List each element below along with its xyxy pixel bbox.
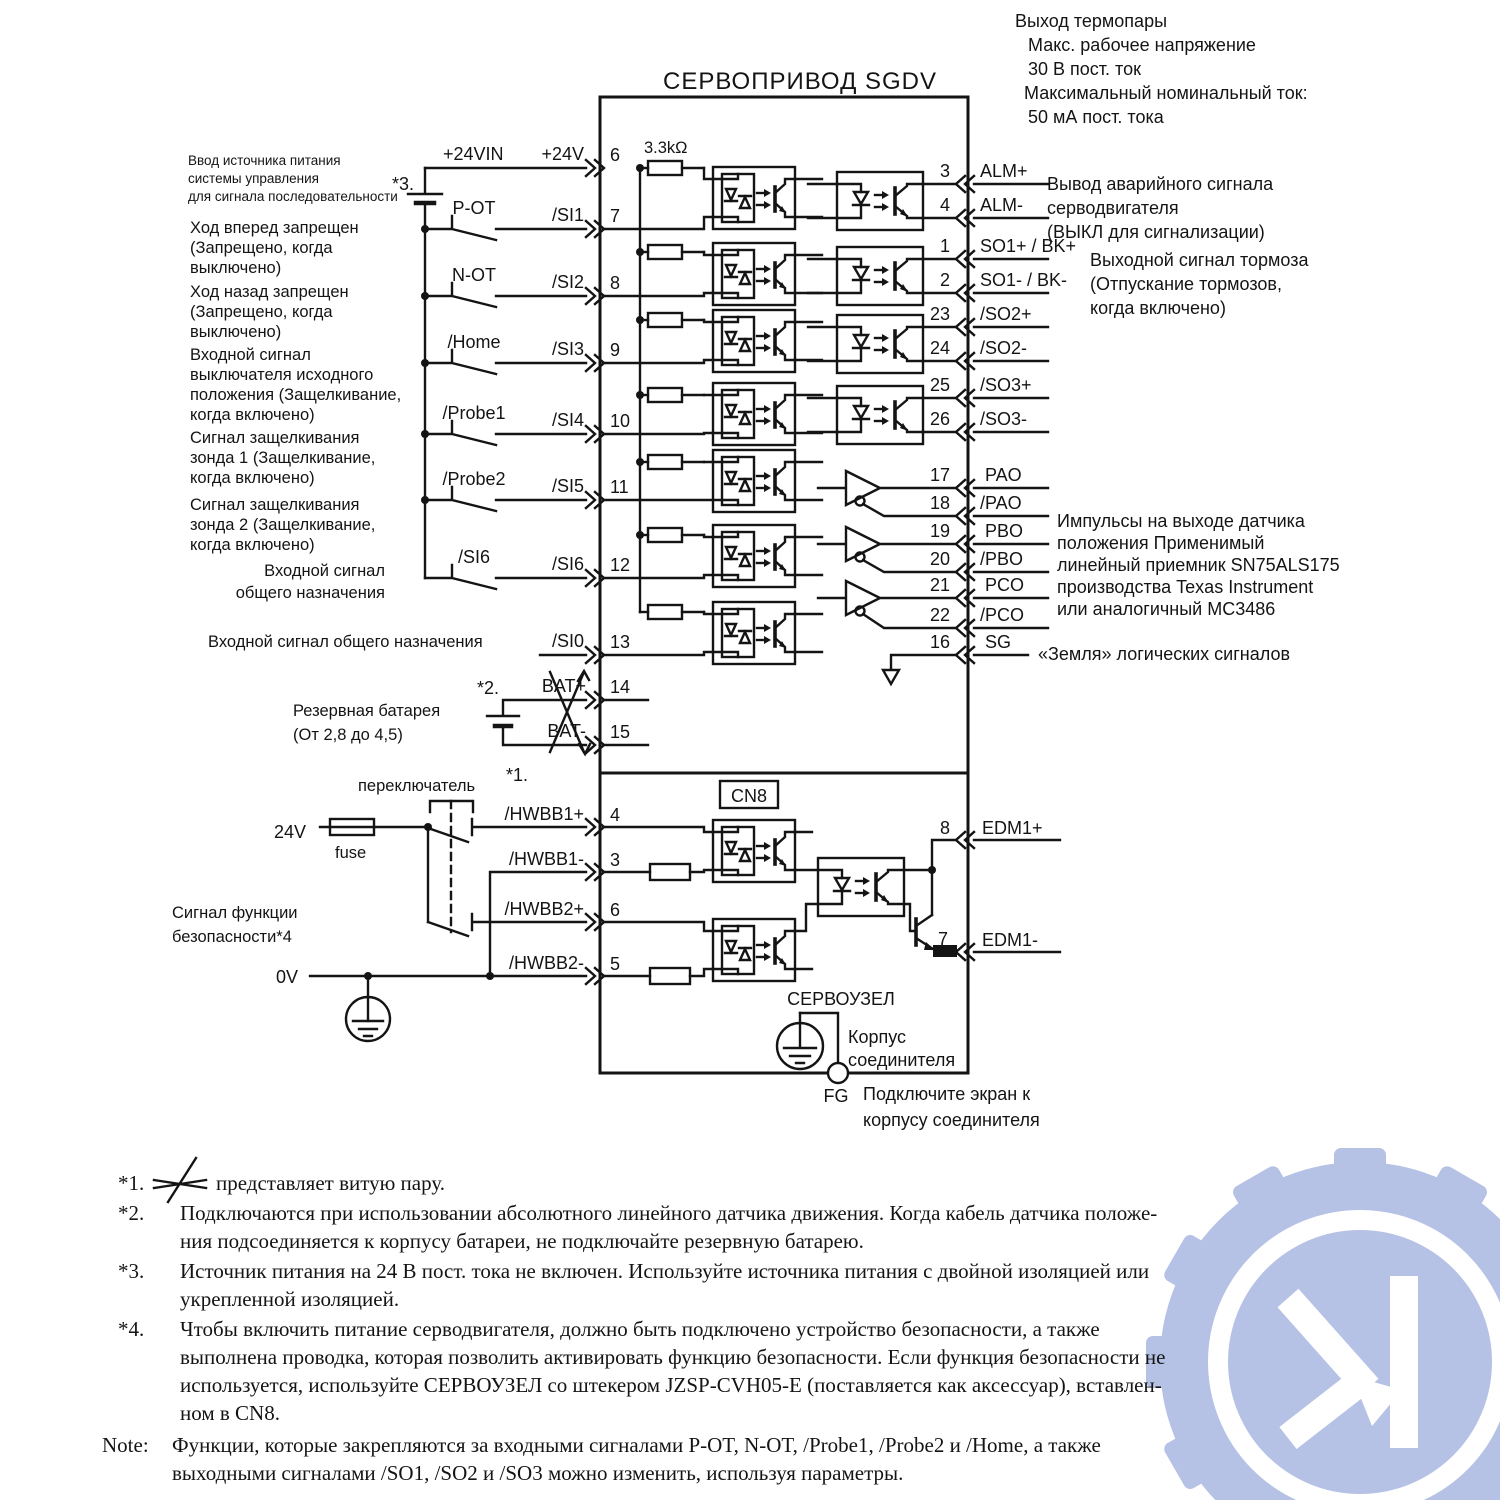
footnote-line: укрепленной изоляцией.	[180, 1287, 400, 1311]
pin-name: SG	[985, 632, 1012, 652]
footnote-marker: *2.	[118, 1201, 145, 1225]
label-line: переключатель	[358, 777, 476, 795]
label-line: выключено)	[190, 259, 282, 277]
label-line: соединителя	[848, 1050, 956, 1070]
footnote-line: ния подсоединяется к корпусу батареи, не подключайте резервную батарею.	[180, 1229, 864, 1253]
label-line: выключено)	[190, 323, 282, 341]
pin-name: +24V	[541, 144, 584, 164]
signal-name: /Probe1	[442, 403, 506, 423]
pin-number: 25	[929, 375, 950, 395]
pin-number: 3	[610, 850, 621, 870]
pin-name: PBO	[985, 521, 1024, 541]
note-line: положения Применимый	[1057, 533, 1265, 553]
pin-name: /SI1	[551, 205, 584, 225]
diagram-text	[102, 11, 1340, 1485]
pin-name: /SI4	[551, 410, 584, 430]
label-line: 24V	[274, 822, 307, 842]
label-line: Корпус	[848, 1027, 907, 1047]
gear-watermark-icon	[1146, 1148, 1500, 1500]
pin-number: 15	[610, 722, 631, 742]
label-line: когда включено)	[190, 536, 315, 554]
left-labels	[172, 153, 483, 987]
star-1: *1.	[506, 765, 529, 785]
pin-name: /HWBB1+	[504, 804, 584, 824]
pin-name: BAT+	[541, 676, 586, 696]
pin-name: /SI0	[551, 631, 584, 651]
footnote-line: представляет витую пару.	[216, 1171, 445, 1195]
note-line: 50 мА пост. тока	[1028, 107, 1164, 127]
pin-name: SO1+ / BK+	[980, 236, 1077, 256]
pin-number: 10	[610, 411, 631, 431]
label-line: когда включено)	[190, 469, 315, 487]
footnote-line: выходными сигналами /SO1, /SO2 и /SO3 можно изменить, используя параметры.	[172, 1461, 904, 1485]
footnote-line: Подключаются при использовании абсолютного линейного датчика движения. Когда кабель датчика положе-	[180, 1201, 1158, 1225]
pin-number: 26	[929, 409, 950, 429]
footnote-line: ном в CN8.	[180, 1401, 280, 1425]
pin-name: /SI2	[551, 272, 584, 292]
pin-number: 19	[929, 521, 950, 541]
pin-number: 7	[937, 929, 948, 949]
label-line: системы управления	[188, 171, 319, 186]
resistor-value: 3.3kΩ	[644, 139, 688, 157]
pin-name: /PCO	[980, 605, 1025, 625]
pin-number: 1	[939, 236, 950, 256]
signal-name: /SI6	[457, 547, 491, 567]
pin-name: /SI6	[551, 554, 584, 574]
servo-node-label: СЕРВОУЗЕЛ	[787, 989, 895, 1009]
note-line: (ВЫКЛ для сигнализации)	[1047, 222, 1265, 242]
pin-number: 21	[929, 575, 950, 595]
pin-name: /PBO	[980, 549, 1024, 569]
footnote-marker: *1.	[118, 1171, 145, 1195]
signal-name: /Home	[447, 332, 501, 352]
label-line: безопасности*4	[172, 928, 292, 946]
pin-name: /SO3+	[980, 375, 1032, 395]
label-line: корпусу соединителя	[863, 1110, 1040, 1130]
pin-number: 12	[610, 555, 631, 575]
pin-number: 5	[610, 954, 621, 974]
label-line: 0V	[276, 967, 299, 987]
pin-number: 23	[929, 304, 950, 324]
pin-name: /HWBB2-	[508, 953, 584, 973]
label-line: выключателя исходного	[190, 366, 374, 384]
pin-number: 3	[939, 161, 950, 181]
footnote-line: Источник питания на 24 В пост. тока не включен. Используйте источника питания с двойной изоляцией или	[180, 1259, 1150, 1283]
label-line: для сигнала последовательности	[188, 189, 398, 204]
label-line: Ход назад запрещен	[190, 283, 349, 301]
footnote-marker: *4.	[118, 1317, 145, 1341]
footnote-line: используется, используйте СЕРВОУЗЕЛ со штекером JZSP-CVH05-E (поставляется как аксессуар), вставлен-	[180, 1373, 1162, 1397]
label-line: Сигнал защелкивания	[190, 496, 360, 514]
label-line: fuse	[335, 844, 367, 862]
twisted-pair-icon	[154, 1158, 206, 1202]
note-line: Импульсы на выходе датчика	[1057, 511, 1305, 531]
pin-name: /SO3-	[980, 409, 1028, 429]
pin-number: 8	[939, 818, 950, 838]
label-line: когда включено)	[190, 406, 315, 424]
pin-number: 6	[610, 145, 621, 165]
pin-name: /PAO	[980, 493, 1022, 513]
pin-number: 16	[929, 632, 950, 652]
pin-number: 7	[610, 206, 621, 226]
label-line: Входной сигнал общего назначения	[208, 633, 483, 651]
pin-number: 6	[610, 900, 621, 920]
label-line: положения (Защелкивание,	[190, 386, 402, 404]
footnote-line: Чтобы включить питание серводвигателя, должно быть подключено устройство безопасности, а также	[180, 1317, 1100, 1341]
note-marker: Note:	[102, 1433, 149, 1457]
pin-name: ALM-	[980, 195, 1024, 215]
pin-name: EDM1-	[982, 930, 1039, 950]
pin-name: ALM+	[980, 161, 1028, 181]
signal-name: +24VIN	[443, 144, 504, 164]
note-line: 30 В пост. ток	[1028, 59, 1141, 79]
pin-number: 2	[939, 270, 950, 290]
signal-ground-arrow	[883, 655, 956, 684]
label-line: (Запрещено, когда	[190, 239, 333, 257]
pin-name: SO1- / BK-	[980, 270, 1068, 290]
note-line: (Отпускание тормозов,	[1090, 274, 1282, 294]
label-line: Резервная батарея	[293, 702, 441, 720]
label-line: Входной сигнал	[190, 346, 311, 364]
footnotes	[102, 1171, 1165, 1485]
pin-name: PCO	[985, 575, 1025, 595]
label-line: (Запрещено, когда	[190, 303, 333, 321]
left-pin-names	[541, 144, 586, 741]
cn8-label: CN8	[730, 786, 768, 806]
right-pins	[930, 161, 1076, 950]
note-line: когда включено)	[1090, 298, 1226, 318]
signal-name: P-OT	[452, 198, 496, 218]
footnote-marker: *3.	[118, 1259, 145, 1283]
note-line: «Земля» логических сигналов	[1038, 644, 1291, 664]
diagram-title: СЕРВОПРИВОД SGDV	[662, 68, 938, 95]
label-line: Сигнал функции	[172, 904, 298, 922]
pin-name: PAO	[985, 465, 1022, 485]
pin-name: /SI3	[551, 339, 584, 359]
pin-name: /HWBB2+	[504, 899, 584, 919]
pin-number: 8	[610, 273, 621, 293]
right-notes	[1038, 174, 1340, 664]
label-line: Ход вперед запрещен	[190, 219, 359, 237]
pin-number: 14	[610, 677, 631, 697]
pin-name: BAT-	[547, 721, 586, 741]
pin-number: 18	[929, 493, 950, 513]
note-line: или аналогичный MC3486	[1057, 599, 1276, 619]
note-line: Максимальный номинальный ток:	[1024, 83, 1308, 103]
label-line: зонда 1 (Защелкивание,	[190, 449, 376, 467]
pin-number: 22	[929, 605, 950, 625]
pin-number: 24	[929, 338, 950, 358]
ground-symbol-right	[784, 1013, 816, 1063]
pin-name: EDM1+	[982, 818, 1043, 838]
footnote-line: Функции, которые закрепляются за входными сигналами P-OT, N-OT, /Probe1, /Probe2 и /Home, а также	[172, 1433, 1101, 1457]
pin-name: /SO2+	[980, 304, 1032, 324]
thermocouple-note	[1015, 11, 1308, 127]
label-line: общего назначения	[235, 584, 385, 602]
label-line: (От 2,8 до 4,5)	[293, 726, 403, 744]
pin-name: /SO2-	[980, 338, 1028, 358]
label-line: Ввод источника питания	[188, 153, 341, 168]
note-line: Макс. рабочее напряжение	[1028, 35, 1256, 55]
star-2: *2.	[477, 678, 500, 698]
label-line: Сигнал защелкивания	[190, 429, 360, 447]
left-pin-numbers	[610, 145, 630, 742]
label-line: Подключите экран к	[863, 1084, 1031, 1104]
note-line: Выход термопары	[1015, 11, 1168, 31]
pin-number: 20	[929, 549, 950, 569]
signal-name: /Probe2	[442, 469, 506, 489]
pin-name: /HWBB1-	[508, 849, 584, 869]
pin-number: 9	[610, 340, 621, 360]
fg-label: FG	[823, 1086, 849, 1106]
star-3: *3.	[392, 174, 415, 194]
label-line: Входной сигнал	[264, 562, 385, 580]
note-line: Выходной сигнал тормоза	[1090, 250, 1309, 270]
note-line: производства Texas Instrument	[1057, 577, 1314, 597]
footnote-line: выполнена проводка, которая позволить активировать функцию безопасности. Если функция безопасности не	[180, 1345, 1166, 1369]
signal-name: N-OT	[452, 265, 496, 285]
note-line: Вывод аварийного сигнала	[1047, 174, 1274, 194]
pin-number: 4	[610, 805, 621, 825]
pin-name: /SI5	[551, 476, 584, 496]
note-line: серводвигателя	[1047, 198, 1179, 218]
pin-number: 13	[610, 632, 631, 652]
pin-number: 17	[929, 465, 950, 485]
pin-number: 11	[610, 477, 629, 497]
note-line: линейный приемник SN75ALS175	[1057, 555, 1340, 575]
pin-number: 4	[939, 195, 950, 215]
label-line: зонда 2 (Защелкивание,	[190, 516, 376, 534]
